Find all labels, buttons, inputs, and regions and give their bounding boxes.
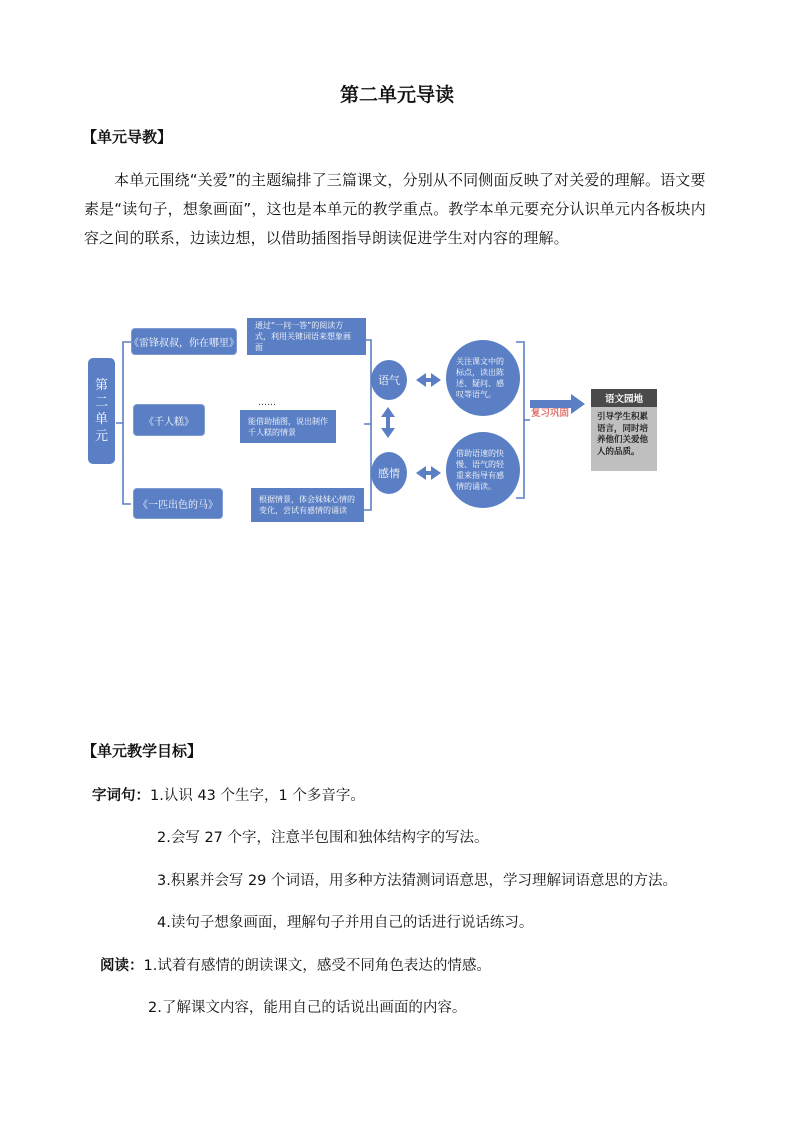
tone-detail-circle: 关注课文中的标点，读出陈述、疑问、感叹等语气。 [446,340,520,416]
reading-item: 1.试着有感情的朗读课文，感受不同角色表达的情感。 [143,958,491,974]
book-qian-ren-gao: 《千人糕》 [133,404,205,436]
goals-heading: 【单元教学目标】 [82,742,203,760]
garden-text: 引导学生积累语言，同时培养他们关爱他人的品质。 [591,407,657,471]
unit-char: 第 [94,378,108,393]
goal-line [92,784,365,805]
desc-qian-ren-gao: 能借助插图，说出制作千人糕的情景 [240,410,336,443]
emotion-double-arrow [416,466,441,480]
garden-title: 语文园地 [591,389,657,407]
review-label: 复习巩固 [531,408,570,419]
word-item: 2.会写 27 个字，注意半包围和独体结构字的写法。 [157,830,489,846]
word-label: 字词句： [92,788,150,804]
book-yi-pi-ma: 《一匹出色的马》 [133,488,223,519]
page-title: 第二单元导读 [339,84,454,106]
reading-label: 阅读： [100,958,144,974]
word-item: 4.读句子想象画面，理解句子并用自己的话进行说话练习。 [157,915,534,931]
tone-double-arrow [416,373,441,387]
unit-guide-heading: 【单元导教】 [82,128,173,146]
book-lei-feng: 《雷锋叔叔，你在哪里》 [131,328,237,355]
garden-box [591,389,657,471]
emotion-detail-circle: 借助语速的快慢、语气的轻重来指导有感情的诵读。 [446,432,520,508]
unit-char: 单 [94,412,108,427]
reading-item: 2.了解课文内容，能用自己的话说出画面的内容。 [148,1000,467,1016]
left-bracket [116,342,131,504]
unit-char: 二 [94,395,108,410]
goal-line [100,954,491,975]
unit-guide-paragraph: 本单元围绕“关爱”的主题编排了三篇课文，分别从不同侧面反映了对关爱的理解。语文要素是“读句子，想象画面”，这也是本单元的教学重点。教学本单元要充分认识单元内各板块内容之间的联系，边读边想，以借助插图指导朗读促进学生对内容的理解。 [84,171,706,247]
unit-box [88,358,115,464]
tone-circle: 语气 [371,360,407,400]
word-item: 3.积累并会写 29 个词语，用多种方法猜测词语意思，学习理解词语意思的方法。 [157,873,678,889]
vertical-double-arrow [381,407,395,438]
ellipsis: …… [258,398,276,408]
desc-yi-pi-ma: 根据情景，体会妹妹心情的变化，尝试有感情的诵读 [251,488,364,522]
unit-char: 元 [94,429,108,444]
word-item: 1.认识 43 个生字，1 个多音字。 [150,788,365,804]
middle-bracket [364,340,371,510]
emotion-circle: 感情 [371,452,407,494]
desc-lei-feng: 通过“一问一答”的阅读方式，利用关键词语来想象画面 [247,318,366,355]
